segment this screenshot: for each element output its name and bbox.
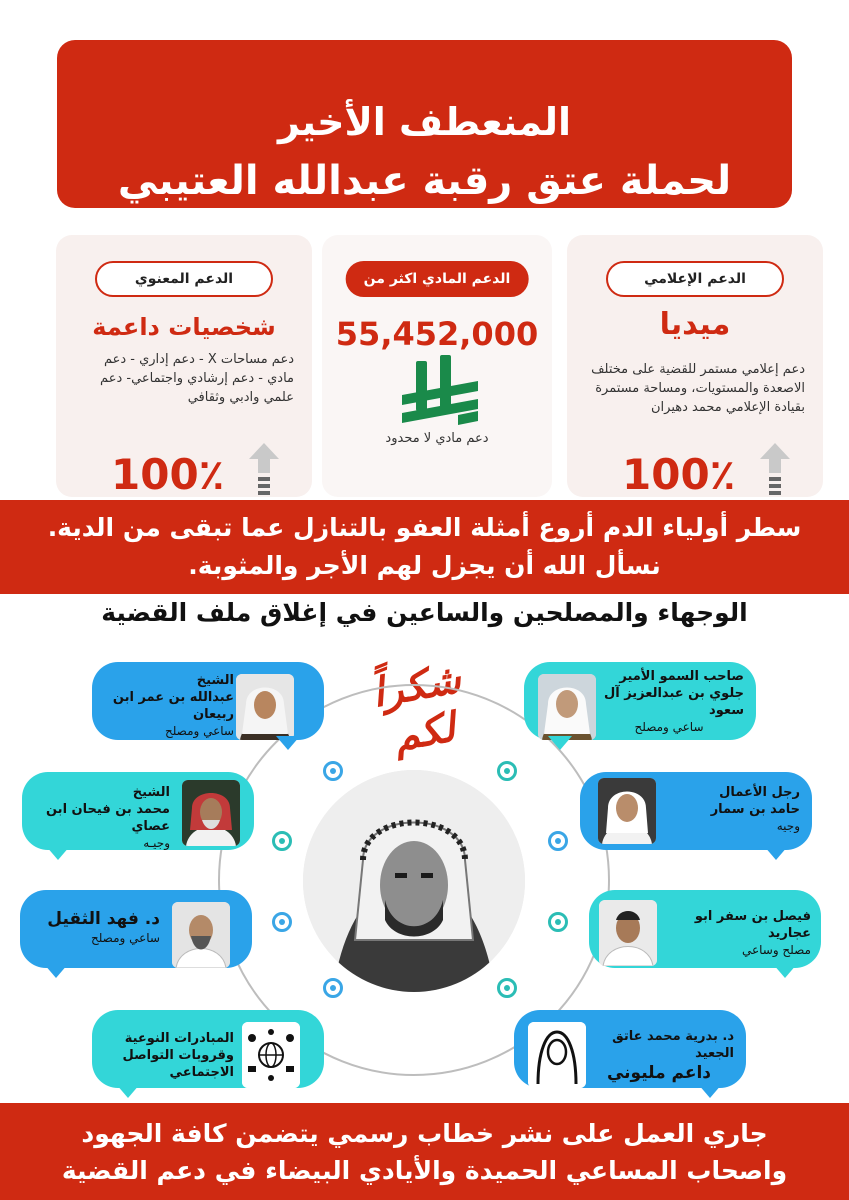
person-role: ساعي ومصلح <box>164 724 234 738</box>
bubble-mohammed-asai <box>22 772 254 850</box>
node-dot <box>323 978 343 998</box>
thanks-calligraphy: شكراً لكم <box>368 654 465 761</box>
person-photo <box>538 674 596 740</box>
initiatives-line-1: المبادرات النوعية <box>124 1031 234 1046</box>
bubble-badriya-aljuaid <box>514 1010 746 1088</box>
moral-description: دعم مساحات X - دعم إداري - دعم مادي - دعم إرشادي واجتماعي- دعم علمي وادبي وثقافي <box>100 352 294 405</box>
media-support-label: الدعم الإعلامي <box>606 261 784 297</box>
moral-percent: 100٪ <box>111 450 225 499</box>
node-dot <box>548 912 568 932</box>
woman-silhouette-icon <box>528 1022 586 1088</box>
person-title: رجل الأعمال <box>719 785 800 800</box>
bubble-text <box>30 784 170 852</box>
moral-support-card <box>56 235 312 497</box>
material-support-card <box>322 235 552 497</box>
person-name: فيصل بن سفر ابو عجاريد <box>694 909 811 941</box>
material-caption: دعم مادي لا محدود <box>385 431 489 446</box>
person-avatar-icon <box>598 778 656 844</box>
bubble-fahad-althuqail <box>20 890 252 968</box>
person-title: الشيخ <box>132 785 170 800</box>
person-photo <box>172 902 230 968</box>
person-photo <box>599 900 657 966</box>
person-photo <box>598 778 656 844</box>
bubble-text <box>40 908 160 947</box>
media-support-card <box>567 235 823 497</box>
person-role: ساعي ومصلح <box>634 720 704 734</box>
person-avatar-icon <box>538 674 596 740</box>
person-role: داعم مليوني <box>606 1063 712 1083</box>
globe-network-icon <box>242 1022 300 1088</box>
bubble-text <box>700 784 800 835</box>
moral-headline: شخصيات داعمة <box>92 313 276 341</box>
official-letter-line-2: واصحاب المساعي الحميدة والأيادي البيضاء في دعم القضية <box>61 1156 788 1185</box>
person-photo <box>528 1022 586 1088</box>
media-percent: 100٪ <box>622 450 736 499</box>
person-role: وجيـه <box>143 836 170 850</box>
material-support-label: الدعم المادي اكثر من <box>346 261 529 297</box>
person-portrait-icon <box>303 770 525 992</box>
up-arrow-icon <box>760 443 790 495</box>
up-arrow-icon <box>249 443 279 495</box>
person-role: وجيه <box>776 819 800 833</box>
bubble-prince-jalawi <box>524 662 756 740</box>
center-portrait <box>303 770 525 992</box>
person-avatar-icon <box>172 902 230 968</box>
person-photo <box>182 780 240 846</box>
person-name: عبدالله بن عمر ابن ربيعان <box>112 690 234 722</box>
media-headline: ميديا <box>659 307 731 342</box>
node-dot <box>497 761 517 781</box>
bubble-text <box>84 1030 234 1081</box>
person-avatar-icon <box>182 780 240 846</box>
person-role: مصلح وساعي <box>741 943 811 957</box>
person-name: محمد بن فيحان ابن عصاي <box>45 802 170 834</box>
person-title: صاحب السمو الأمير <box>619 669 744 684</box>
pardon-banner <box>0 500 849 594</box>
bubble-text <box>94 672 234 740</box>
person-photo <box>236 674 294 740</box>
globe-icon <box>242 1022 300 1088</box>
bubble-text <box>594 668 744 736</box>
saudi-riyal-icon <box>402 355 478 433</box>
bubble-abdullah-rubaian <box>92 662 324 740</box>
person-name: حامد بن سمار <box>710 802 800 817</box>
person-name: جلوي بن عبدالعزيز آل سعود <box>603 686 744 718</box>
node-dot <box>548 831 568 851</box>
pardon-line-1: سطر أولياء الدم أروع أمثلة العفو بالتنازل عما تبقى من الدية. <box>47 513 802 542</box>
initiatives-line-2: وقروبات التواصل الاجتماعي <box>122 1048 234 1080</box>
bubble-text <box>584 1028 734 1084</box>
title-banner <box>57 40 792 208</box>
official-letter-line-1: جاري العمل على نشر خطاب رسمي يتضمن كافة الجهود <box>81 1119 768 1148</box>
bubble-social-initiatives <box>92 1010 324 1088</box>
node-dot <box>272 912 292 932</box>
pardon-line-2: نسأل الله أن يجزل لهم الأجر والمثوبة. <box>188 551 661 580</box>
official-letter-banner <box>0 1103 849 1200</box>
title-line-1: المنعطف الأخير <box>277 100 572 144</box>
section-heading: الوجهاء والمصلحين والساعين في إغلاق ملف القضية <box>101 598 748 627</box>
person-name: د. فهد الثقيل <box>47 909 160 929</box>
node-dot <box>497 978 517 998</box>
bubble-text <box>661 908 811 959</box>
node-dot <box>323 761 343 781</box>
person-role: ساعي ومصلح <box>90 931 160 945</box>
bubble-faisal-abuajarid <box>589 890 821 968</box>
person-name: د. بدرية محمد عاتق الجعيد <box>612 1029 734 1061</box>
title-line-2: لحملة عتق رقبة عبدالله العتيبي <box>117 158 732 204</box>
person-avatar-icon <box>599 900 657 966</box>
moral-support-label: الدعم المعنوي <box>95 261 273 297</box>
material-amount: 55,452,000 <box>335 315 539 353</box>
node-dot <box>272 831 292 851</box>
person-title: الشيخ <box>196 673 234 688</box>
media-description: دعم إعلامي مستمر للقضية على مختلف الاصعدة والمستويات، ومساحة مستمرة بقيادة الإعلامي محمد دهيران <box>591 362 805 415</box>
bubble-hamed-samar <box>580 772 812 850</box>
person-avatar-icon <box>236 674 294 740</box>
